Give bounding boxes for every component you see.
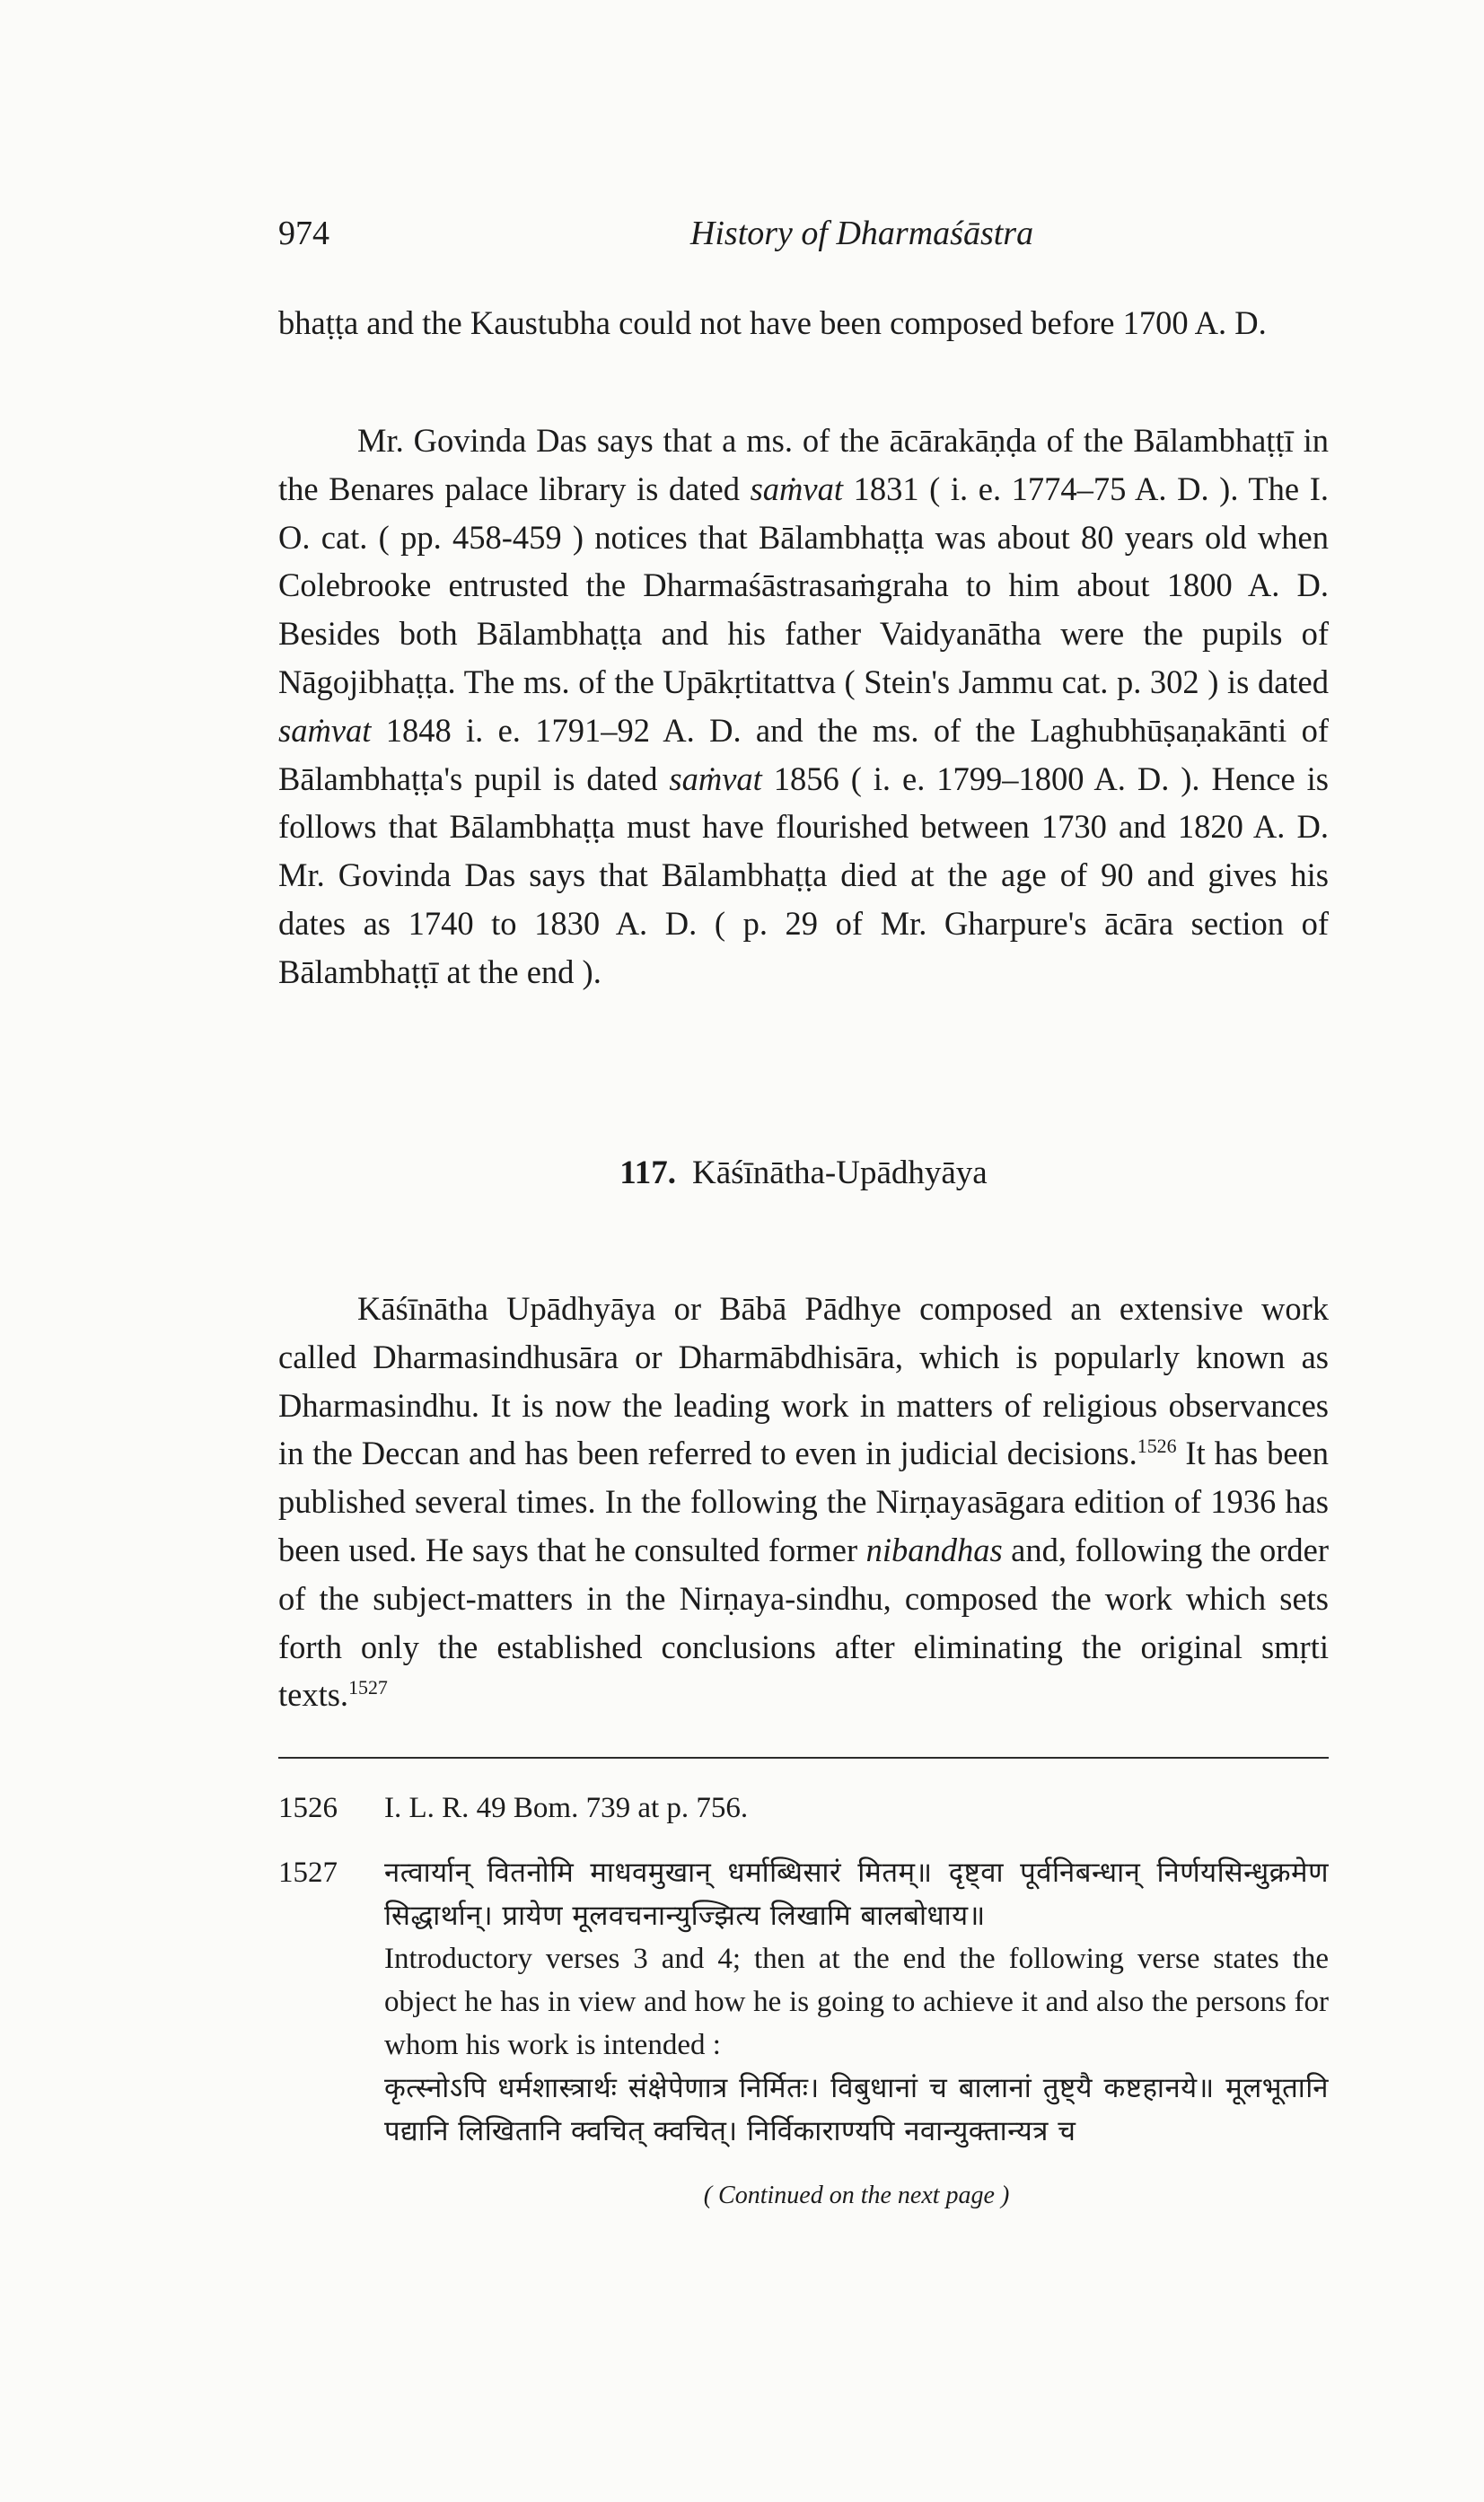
text-run: Kāśīnātha Upādhyāya or Bābā Pādhye composed an extensive work called Dharmasindhusāra or Dharmābdhisāra, which is popularly known as Dharmasindhu. It is now the leading work in matters of religious observances in the Deccan and has been referred to even in judicial decisions. xyxy=(278,1290,1329,1472)
paragraph-continuation xyxy=(278,299,1329,347)
footnote-number: 1527 xyxy=(278,1857,338,1889)
text-run: 1831 ( i. e. 1774–75 A. D. ). The I. O. cat. ( pp. 458-459 ) notices that Bālambhaṭṭa was about 80 years old when Colebrooke entrusted the Dharmaśāstrasaṁgraha to him about 1800 A. D. Besides both Bālambhaṭṭa and his father Vaidyanātha were the pupils of Nāgojibhaṭṭa. The ms. of the Upākṛtitattva ( Stein's Jammu cat. p. 302 ) is dated xyxy=(278,470,1329,700)
footnote-text: Introductory verses 3 and 4; then at the end the following verse states the object he has in view and how he is going to achieve it and also the persons for whom his work is intended : xyxy=(384,1943,1329,2061)
footnote-ref-1526[interactable]: 1526 xyxy=(1137,1435,1177,1458)
footnote-number: 1526 xyxy=(278,1792,338,1824)
text-run: 1856 ( i. e. 1799–1800 A. D. ). Hence is follows that Bālambhaṭṭa must have flourished between 1730 and 1820 A. D. Mr. Govinda Das says that Bālambhaṭṭa died at the age of 90 and gives his dates as 1740 to 1830 A. D. ( p. 29 of Mr. Gharpure's ācāra section of Bālambhaṭṭī at the end ). xyxy=(278,759,1329,990)
text-run: and, following the order of the subject-matters in the Nirṇaya-sindhu, composed the work which sets forth only the established conclusions after eliminating the original smṛti texts. xyxy=(278,1531,1329,1714)
footnotes xyxy=(278,1787,1329,2217)
text-run: It has been published several times. In the following the Nirṇayasāgara edition of 1936 has been used. He says that he consulted former xyxy=(278,1435,1329,1568)
italic-term: saṁvat xyxy=(669,759,762,797)
footnote-1527 xyxy=(278,1851,1329,2153)
sanskrit-verse: नत्वार्यान् वितनोमि माधवमुखान् धर्माब्धिसारं मितम्॥ दृष्ट्वा पूर्वनिबन्धान् निर्णयसिन्धुक्रमेण सिद्धार्थान्। प्रायेण मूलवचनान्युज्झित्य लिखामि बालबोधाय॥ xyxy=(384,1857,1329,1932)
italic-term: saṁvat xyxy=(278,711,372,749)
footnote-text: I. L. R. 49 Bom. 739 at p. 756. xyxy=(384,1792,749,1824)
section-heading xyxy=(278,1154,1329,1192)
continued-note: ( Continued on the next page ) xyxy=(703,2182,1010,2209)
text-run: Mr. Govinda Das says that a ms. of the ācārakāṇḍa of the Bālambhaṭṭī in the Benares palace library is dated xyxy=(278,422,1329,507)
running-head xyxy=(278,214,1329,259)
sanskrit-verse: कृत्स्नोऽपि धर्मशास्त्रार्थः संक्षेपेणात्र निर्मितः। विबुधानां च बालानां तुष्ट्यै कष्टहानये॥ मूलभूतानि पद्यानि लिखितानि क्वचित् क्वचित्। निर्विकाराण्यपि नवान्युक्तान्यत्र च xyxy=(384,2072,1329,2147)
running-title: History of Dharmaśāstra xyxy=(689,215,1034,252)
footnote-divider xyxy=(278,1757,1329,1759)
paragraph-kasinatha xyxy=(278,1285,1329,1719)
italic-term: saṁvat xyxy=(750,470,843,507)
footnote-1526 xyxy=(278,1787,1329,1830)
text-run: 1848 i. e. 1791–92 A. D. and the ms. of the Laghubhūṣaṇakānti of Bālambhaṭṭa's pupil is dated xyxy=(278,711,1329,797)
footnote-ref-1527[interactable]: 1527 xyxy=(348,1676,388,1699)
section-title: Kāśīnātha-Upādhyāya xyxy=(691,1154,988,1191)
section-number: 117. xyxy=(619,1154,676,1191)
paragraph-text: bhaṭṭa and the Kaustubha could not have been composed before 1700 A. D. xyxy=(278,304,1267,341)
page-number: 974 xyxy=(278,215,329,252)
paragraph-govinda-das xyxy=(278,417,1329,996)
italic-term: nibandhas xyxy=(865,1531,1003,1568)
